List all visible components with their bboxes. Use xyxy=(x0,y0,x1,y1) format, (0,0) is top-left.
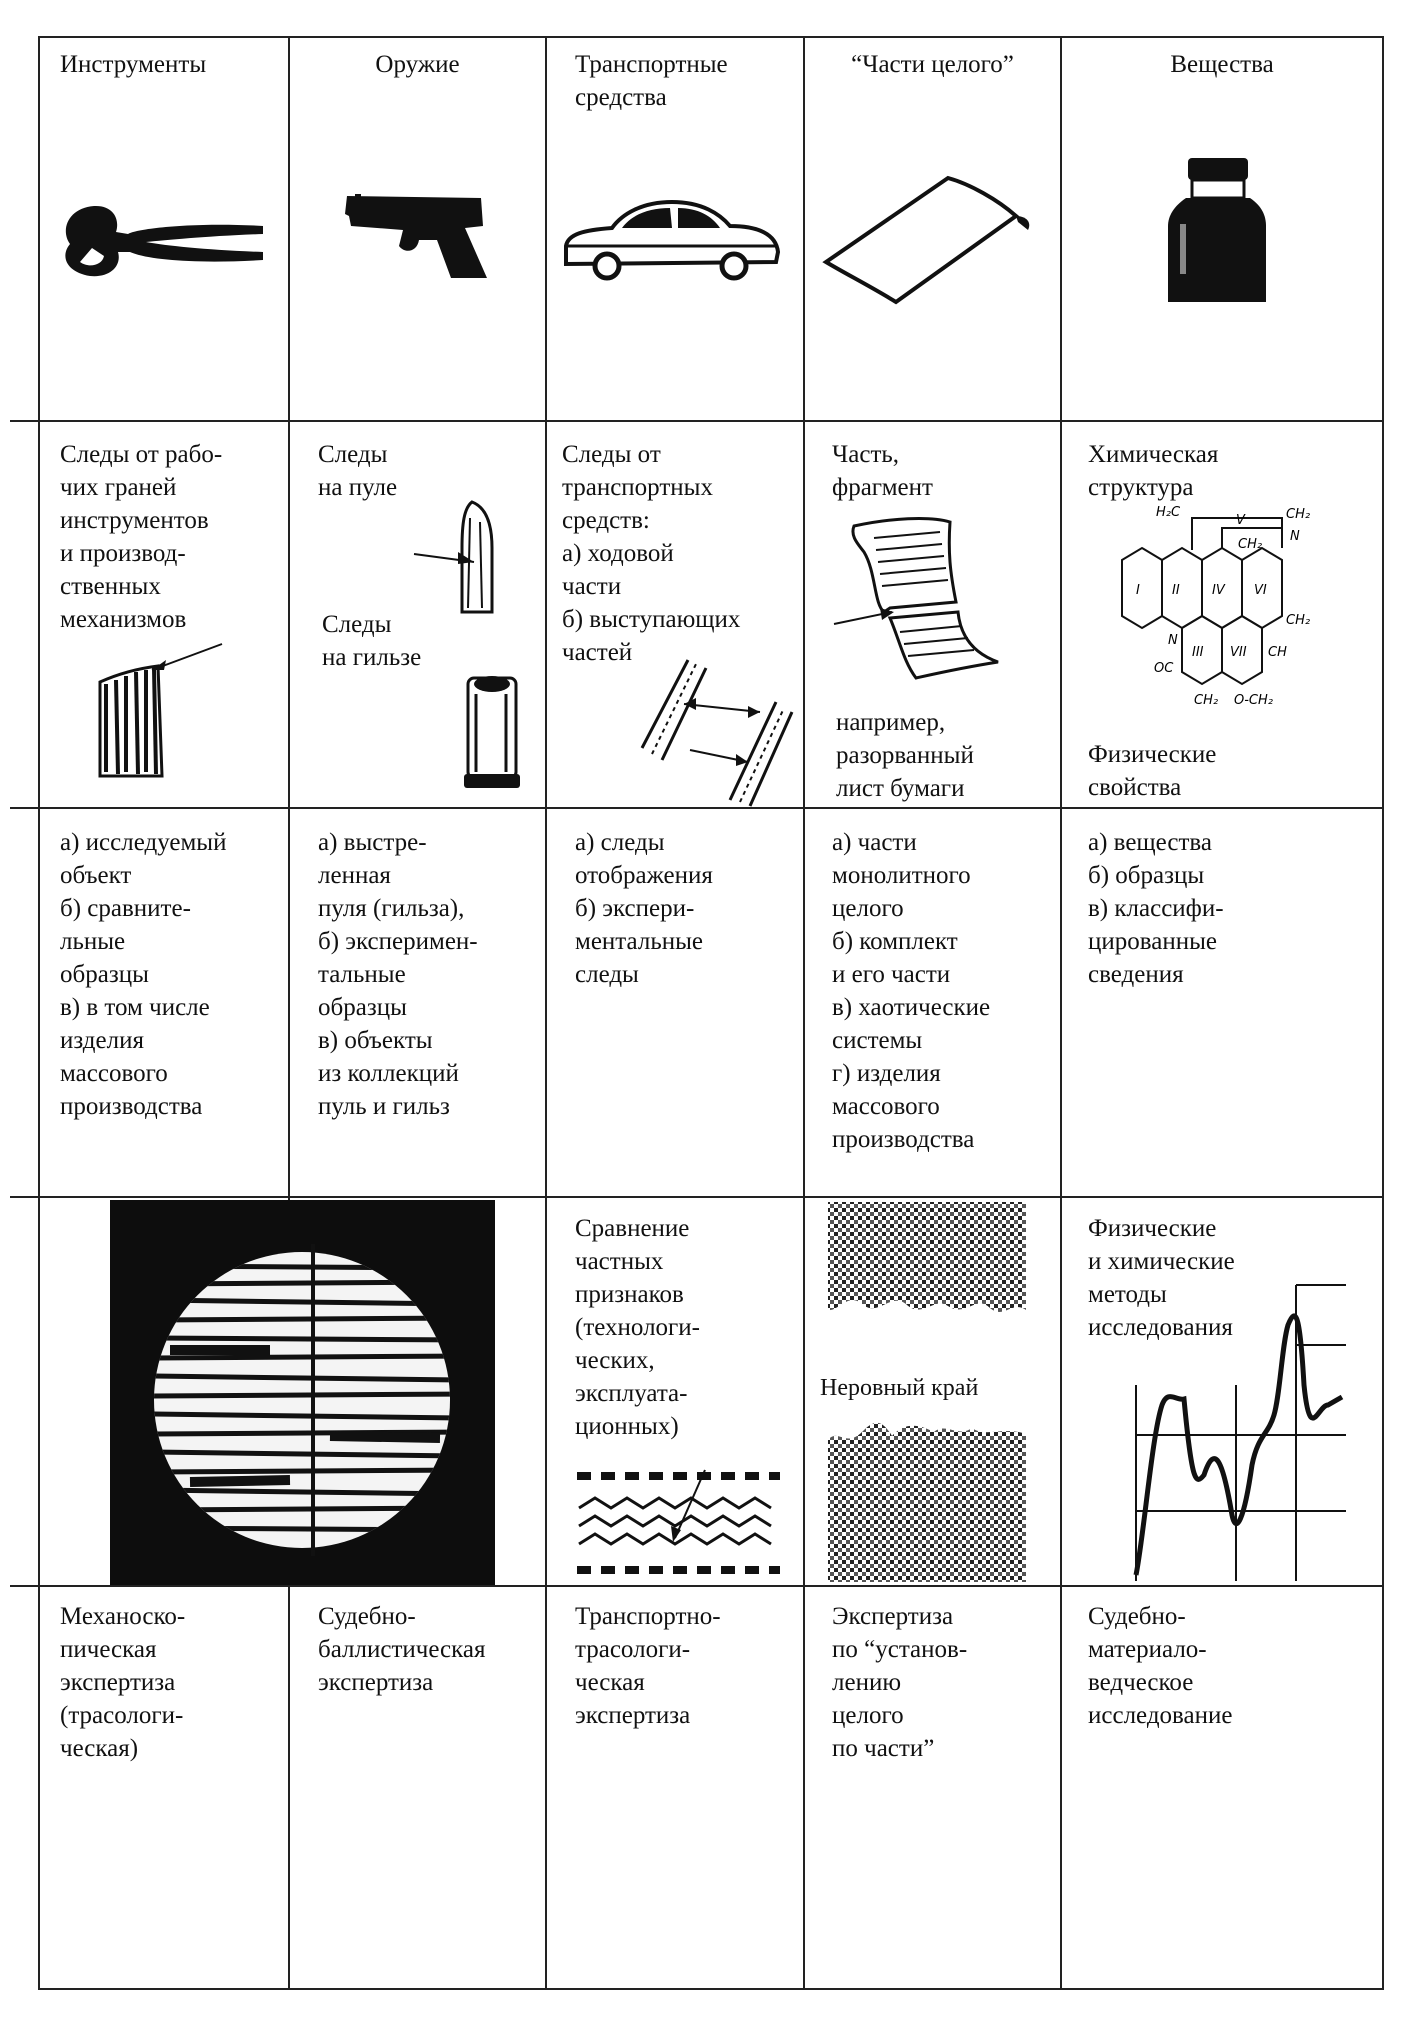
bullet-icon xyxy=(412,498,522,618)
comparison-features-text: Сравнение частных признаков (технологи- ческих, эксплуата- ционных) xyxy=(575,1215,700,1440)
traces-cartridge-text: Следы на гильзе xyxy=(322,611,422,671)
header-substances: Вещества xyxy=(1170,51,1274,78)
formula-label: N xyxy=(1168,633,1178,648)
torn-paper-example-text: например, разорванный лист бумаги xyxy=(836,709,974,802)
header-instruments: Инструменты xyxy=(60,51,207,78)
expertise-materials: Судебно- материало- ведческое исследование xyxy=(1088,1603,1233,1729)
car-icon xyxy=(562,196,782,286)
paper-sheet-icon xyxy=(820,170,1040,310)
objects-list-weapons: а) выстре- ленная пуля (гильза), б) эксперимен- тальные образцы в) объекты из коллекций пуль и гильз xyxy=(318,829,478,1120)
traces-instruments-text: Следы от рабо- чих граней инструментов и производ- ственных механизмов xyxy=(60,441,223,633)
row-divider-3 xyxy=(10,1196,1384,1198)
formula-label: V xyxy=(1236,513,1245,528)
formula-label: VII xyxy=(1230,645,1247,660)
formula-label: III xyxy=(1192,645,1204,660)
expertise-whole-by-part: Экспертиза по “установ- лению целого по части” xyxy=(832,1603,968,1762)
table-left-border xyxy=(38,36,40,1990)
uneven-edge-label: Неровный край xyxy=(820,1375,979,1401)
formula-label: I xyxy=(1136,583,1140,598)
formula-label: OC xyxy=(1154,661,1174,676)
formula-label: II xyxy=(1172,583,1180,598)
formula-label: CH₂ xyxy=(1286,507,1311,522)
physical-properties-text: Физические свойства xyxy=(1088,741,1217,801)
metal-trace-icon xyxy=(92,642,232,777)
physical-chemical-methods-text: Физические и химические методы исследования xyxy=(1088,1215,1235,1341)
row-divider-1 xyxy=(10,420,1384,422)
objects-list-vehicles: а) следы отображения б) экспери- ментальные следы xyxy=(575,829,713,988)
spectrum-graph-icon xyxy=(1128,1285,1350,1585)
cartridge-case-icon xyxy=(458,674,528,794)
col-divider-1 xyxy=(288,36,290,1990)
table-bottom-border xyxy=(38,1988,1384,1990)
expertise-ballistic: Судебно- баллистическая экспертиза xyxy=(318,1603,486,1696)
bottle-icon xyxy=(1162,156,1272,306)
chemical-formula-icon xyxy=(1108,506,1318,736)
formula-label: CH xyxy=(1268,645,1287,660)
traces-bullet-text: Следы на пуле xyxy=(318,441,398,501)
part-fragment-text: Часть, фрагмент xyxy=(832,441,933,501)
formula-label: H₂C xyxy=(1156,505,1181,520)
table-right-border xyxy=(1382,36,1384,1990)
formula-label: IV xyxy=(1212,583,1225,598)
col-divider-4 xyxy=(1060,36,1062,1990)
col-divider-3 xyxy=(803,36,805,1990)
table-top-border xyxy=(38,36,1384,38)
wavy-traces-icon xyxy=(575,1468,785,1578)
objects-list-instruments: а) исследуемый объект б) сравните- льные образцы в) в том числе изделия массового производства xyxy=(60,829,227,1120)
formula-label: CH₂ xyxy=(1286,613,1311,628)
formula-label: N xyxy=(1290,529,1300,544)
formula-label: CH₂ xyxy=(1194,693,1219,708)
objects-list-parts: а) части монолитного целого б) комплект и его части в) хаотические системы г) изделия массового производства xyxy=(832,829,991,1153)
traces-vehicles-text: Следы от транспортных средств: а) ходовой части б) выступающих частей xyxy=(562,441,741,666)
expertise-transport: Транспортно- трасологи- ческая экспертиза xyxy=(575,1603,721,1729)
tire-tracks-icon xyxy=(640,650,795,808)
row-divider-4 xyxy=(10,1585,1384,1587)
formula-label: VI xyxy=(1254,583,1267,598)
torn-paper-icon xyxy=(830,512,1010,682)
expertise-mechanoscopic: Механоско- пическая экспертиза (трасологи- ческая) xyxy=(60,1603,186,1762)
formula-label: CH₂ xyxy=(1238,537,1263,552)
formula-label: O-CH₂ xyxy=(1234,693,1273,708)
objects-list-substances: а) вещества б) образцы в) классифи- цированные сведения xyxy=(1088,829,1224,988)
col-divider-2 xyxy=(545,36,547,1990)
pliers-icon xyxy=(58,200,273,280)
pistol-icon xyxy=(345,190,495,280)
header-weapons: Оружие xyxy=(375,51,460,78)
microscope-comparison-icon xyxy=(110,1200,495,1585)
chemical-structure-text: Химическая структура xyxy=(1088,441,1219,501)
header-parts-of-whole: “Части целого” xyxy=(851,51,1014,78)
header-vehicles: Транспортные средства xyxy=(575,51,728,111)
